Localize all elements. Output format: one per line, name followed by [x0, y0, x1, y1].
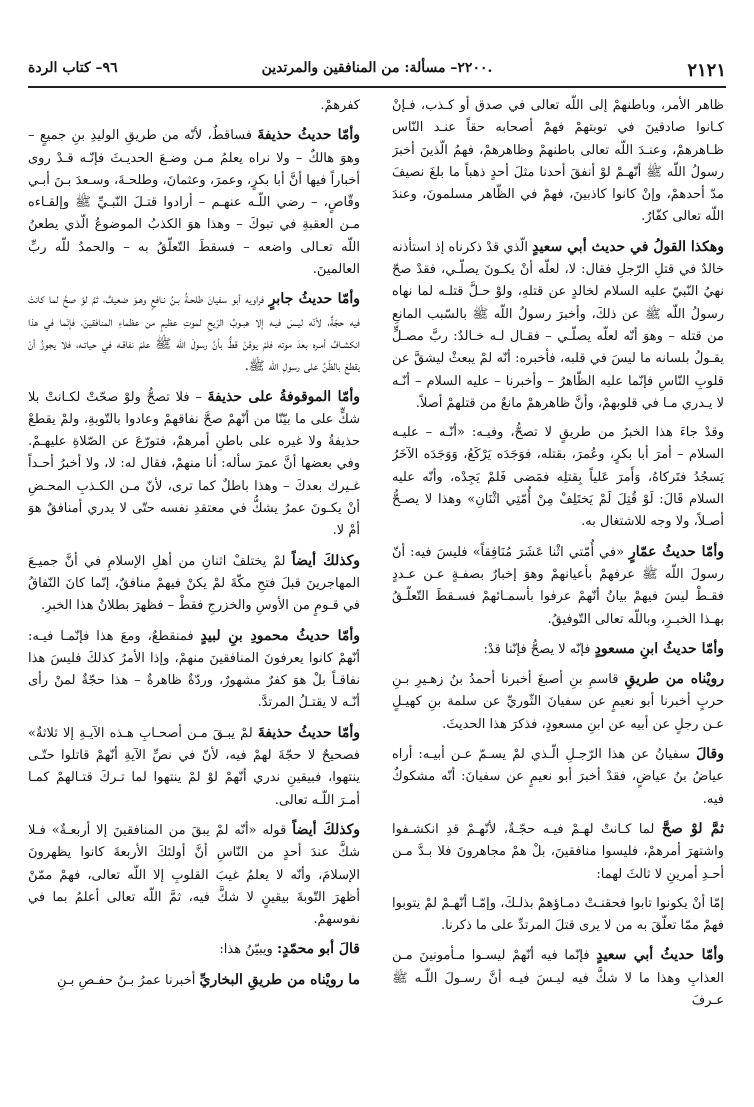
paragraph-lead: وأمّا حديثُ حذيفةَ	[257, 127, 360, 144]
paragraph	[28, 386, 360, 543]
paragraph	[392, 818, 724, 886]
paragraph	[28, 625, 360, 715]
paragraph-lead: ما رويْناه من طريقِ البخاريِّ	[199, 971, 360, 988]
paragraph-text: فمنقطعٌ، ومعَ هذا فإنّمـا فيـه: أنّهمْ كانوا يعرفونَ المنافقينَ منهمْ، وإذا الأمرُ كذلكَ فليسَ هذا نفاقـاً بلْ هوَ كفرٌ مشهورٌ، وردّةٌ ظاهرةٌ – هذا حجّةٌ لمنْ رأى أنّـه لا يقتـلُ المرتدَّ.	[28, 628, 360, 711]
paragraph-text: ظاهر الأمر، وباطنهمْ إلى اللّه تعالى في صدق أو كـذب، فـإنْ كـانوا صادقينَ في توبتهمْ فهمْ أصحابه حقاً عنـد النّاس ظـاهرهمْ، وعنـدَ اللّه تعالى باطنهمْ وظاهرهمْ، فهمُ الّذينَ أخبرَ رسولُ اللّه ﷺ أنّهـمْ لوْ أنفقَ أحدنا مثلَ أحدٍ ذهباً ما بلغَ نصيفَ مدّ أحدهمْ، وإنْ كانوا كاذبينَ، فهمْ في الظّاهر مسلمونَ، وعندَ اللّه تعالى كفّارٌ.	[392, 98, 724, 225]
paragraph	[392, 638, 724, 661]
paragraph-lead: وأمّا حديثُ جابرٍ	[268, 291, 360, 308]
paragraph-lead: وأمّا حديثُ محمودِ بنِ لبيدٍ	[200, 627, 360, 644]
paragraph	[28, 550, 360, 618]
left-text-column	[28, 95, 360, 1080]
paragraph-lead: وأمّا الموقوفةُ على حذيفةَ	[207, 388, 360, 405]
paragraph-text: كفرهمْ.	[320, 98, 360, 113]
paragraph-lead: وكذلكَ أيضاً	[291, 552, 360, 569]
paragraph	[392, 743, 724, 811]
paragraph-text: فإنّما فيه أنّهمْ ليسـوا مـأمونينَ مـن العذابِ وهذا ما لا شكَّ فيه ليـسَ فيـه أنَّ رسـولَ اللّـه ﷺ عـرفَ	[392, 948, 724, 1008]
paragraph-text: فساقطٌ، لأنّه من طريقِ الوليدِ بنِ جميعٍ – وهوَ هالكٌ – ولا نراه يعلمُ مـن وضـعَ الحديـثَ فإنّـه قـدْ روى أخباراً فيها أنَّ أبا بكرٍ، وعمرَ، وعثمانَ، وطلحـةَ، وسـعدَ بـنَ أبـي وقّاصٍ، – رضي اللّـه عنهـم – أرادوا قتـلَ النّبـيِّ ﷺ وإلقـاءه مـن العقبةِ في تبوكَ – وهذا هوَ الكذبُ الموضوعُ الّذي يطعنُ اللّه تعـالى واضعه – فسقطَ التّعلّقُ به – والحمدُ للّه ربِّ العالمينَ.	[28, 128, 360, 278]
paragraph	[28, 124, 360, 281]
paragraph	[28, 722, 360, 812]
paragraph-text: – فلا تصحُّ ولوْ صحّتْ لكـانتْ بلا شكٍّ على ما بيّنّا من أنّهمْ صحَّ نفاقهمْ وعادوا بالتّوبةِ، ولمْ يقطعْ حذيفةُ ولا غيره على باطنِ أمرهمْ، فتورّعَ عن الصّلاةِ عليهـمْ. وفي بعضها أنَّ عمرَ سأله: أنا منهمْ، فقال له: لا، ولا أخبرُ أحـداً غـيرك بعدكَ – وهذا باطلٌ كما ترى، لأنّ مـن الكـذبِ المحـضِ أنْ يكـونَ عمرُ يشكُّ في معتقدِ نفسه حتّى لا يدري أمنافقٌ هوَ أمْ لا.	[28, 389, 360, 539]
paragraph	[392, 95, 724, 229]
paragraph	[28, 819, 360, 931]
paragraph	[392, 668, 724, 736]
paragraph-lead: قالَ أبو محمّدٍ:	[276, 941, 360, 958]
paragraph-text: لمْ يبـقَ مـن أصحـابِ هـذه الآيـةِ إلا ثلاثةٌ» فصحيحٌ لا حجّةَ لهمْ فيه، لأنّ في نصِّ الآيةِ أنّهمْ قاتلوا حتّـى ينتهوا، فبيقينِ ندري أنّهمْ لوْ لمْ ينتهوا لما تـركَ قتـالهمْ كمـا أمـرَ اللّـه تعالى.	[28, 725, 360, 808]
paragraph-text: قوله «أنّه لمْ يبقَ من المنافقينَ إلا أربعـةٌ» فـلا شكَّ عندَ أحدٍ من النّاسِ أنَّ أولئكَ الأربعةَ كانوا يظهرونَ الإسلامَ، وأنّه لا يعلمُ غيبَ القلوبِ إلا اللّه تعالى، فهمْ ممّنْ أظهرَ التّوبةَ بيقينٍ لا شكَّ فيه، ثمَّ اللّه تعالى أعلمُ بما في نفوسهمْ.	[28, 822, 360, 928]
page-number: ٢١٢١	[687, 60, 726, 81]
paragraph-text: قاسمِ بنِ أصبغَ أخبرنا أحمدُ بنُ زهـيرِ بـنِ حربٍ أخبرنا أبو نعيمٍ عن سفيانَ الثّوريِّ عن سلمة بنِ كهيـلٍ عـن رجلٍ عن أبيه عن ابنِ مسعودٍ، فذكرَ هذا الحديثَ.	[392, 672, 724, 732]
paragraph-text: فإنّه لا يصحُّ فإنّنا قدْ:	[483, 641, 595, 657]
paragraph-text: فراويه أبو سفيانَ طلحـةُ بـنُ نـافعٍ وهـوَ ضعيفٌ، ثمَّ لوْ صحَّ لما كانتْ فيه حجّةٌ، لأنّه ليـسَ فيـه إلا هبـوبُ الرّيحِ لموتِ عظيمٍ من عظماءِ المنافقينَ، فإنّما في هذا انكشـافُ أمـره بعدَ موته فلمْ يوقنْ قطُّ بأنَّ رسولَ اللّه ﷺ علمَ نفاقـه في حياتـه، فلا يجوزُ أنْ يقطعَ بالظّنِّ على رسولِ اللّه ﷺ.	[28, 292, 360, 375]
paragraph-text: لمْ يختلفْ اثنانِ من أهلِ الإسلامِ في أنَّ جميـعَ المهاجرينَ قبلَ فتحِ مكّةَ لمْ يكنْ فيهمْ منافقٌ، إنّما كانَ النّفاقُ في قـومٍ من الأوسِ والخزرجِ فقطْ – فظهرَ بطلانُ هذا الخبرِ.	[28, 553, 360, 614]
paragraph-text: لما كـانتْ لهـمْ فيـه حجّـةٌ، لأنّهـمْ قدِ انكشـفوا واشتهرَ أمرهمْ، فليسوا منافقينَ، بلْ همْ مجاهرونَ فلا بـدَّ مـن أحـدِ أمرينِ لا ثالثَ لهما:	[392, 821, 724, 882]
paragraph-text: أخبرنا عمرُ بـنُ حفـصِ بـنِ	[57, 972, 200, 988]
paragraph	[28, 288, 360, 378]
paragraph-text: وقدْ جاءَ هذا الخبرُ من طريقٍ لا تصحُّ، وفيـه: «أنّـه – عليـه السلام – أمرَ أبا بكرٍ، وعُمرَ، بقتله، فوَجَدَه يَرْكَعُ، وَوَجَدَه الآخَرُ يَسجُدُ فتَركاهُ، وَأَمرَ عَلياً بِقتلِه فمَضى فَلمْ يَجِدْه، وأنّه عليه السلام قَالَ: لَوْ قُتِلَ لَمْ يَختَلِفْ مِنْ أُمّتِي اثْنَانِ» وهذا لا يصـحُّ أصـلاً، ولا وجه للاشتغال به.	[392, 425, 724, 530]
paragraph	[392, 422, 724, 533]
paragraph-lead: وأمّا حديثُ حذيفةَ	[257, 724, 360, 741]
paragraph	[28, 969, 360, 992]
paragraph-lead: وأمّا حديثُ ابنِ مسعودٍ	[594, 640, 724, 657]
paragraph-text: سفيانُ عن هذا الرّجـلِ الّـذي لمْ يسـمّ عـن أبيـه: أراه عياضُ بنُ عياضٍ، فقدْ أخبرَ أبو نعيمٍ عن سفيانَ: أنّه مشكوكٌ فيه.	[392, 747, 724, 807]
paragraph	[392, 893, 724, 938]
paragraph-text: الّذي قدْ ذكرناه إذ استأذنه خالدٌ في قتلِ الرّجلِ فقال: لا، لعلّه أنْ يكـونَ يصلّـي، فقدْ صحّ نهيُ النّبيّ عليه السلام لخالدٍ عن قتلهِ، ولوْ حـلَّ قتلـه لما نهاه رسولُ اللّه ﷺ عن ذلكَ، وأخبرَ رسولُ اللّه ﷺ بالسّبب المانعِ من قتله – وهوَ أنّه لعلّه يصلّـي – فقـال لـه خـالدٌ: ربَّ مصـلٍّ يقـولُ بلسانه ما ليسَ في قلبه، فأخبره: أنّه لمْ يبعثْ ليشقَّ عن قلوبِ النّاسِ فإنّما عليه الظّاهرُ – وأخبرنا – عليه السلام – أنّـه لا يـدري مـا في قلوبهمْ، وأنَّ ظاهرهمْ مانعٌ من قتلهمْ أصلاً.	[392, 239, 724, 411]
paragraph-lead: وأمّا حديثُ أبي سعيدٍ	[596, 947, 724, 964]
paragraph-lead: وهكذا القولُ في حديث أبي سعيدٍ	[532, 238, 724, 255]
paragraph	[392, 236, 724, 415]
paragraph-lead: وكذلكَ أيضاً	[292, 821, 360, 838]
header-rule	[28, 86, 726, 88]
chapter-title: ٢٢٠٠– مسألة: من المنافقين والمرتدين.	[261, 60, 493, 76]
paragraph-text: «في أُمّتي اثْنا عَشَرَ مُنَافِقاً» فليسَ فيه: أنّ رسولَ اللّه ﷺ عرفهمْ بأعيانهمْ وهوَ إخبارٌ بصفـةٍ عـن عـددٍ فقـطْ ليسَ فيهمْ بيانُ أنّهمْ عرفوا بأسمـائهمْ فسـقطَ التّعلّـقُ بهـذا الخبـرِ، وباللّه تعالى التّوفيقُ.	[392, 544, 724, 627]
paragraph	[28, 95, 360, 117]
paragraph-lead: وقالَ	[696, 746, 724, 763]
right-text-column	[392, 95, 724, 1080]
paragraph-lead: رويْناه من طريقِ	[624, 671, 724, 688]
paragraph-text: إمّا أنْ يكونوا تابوا فحقنـتْ دمـاؤهمْ بذلـكَ، وإمّـا أنّهـمْ لمْ يتوبوا فهمْ ممّا تعلّقَ به من لا يرى قتلَ المرتدِّ على ما ذكرنا.	[392, 895, 724, 934]
running-header	[28, 60, 726, 84]
paragraph	[392, 541, 724, 631]
paragraph	[392, 944, 724, 1012]
paragraph-lead: وأمّا حديثُ عمّارٍ	[629, 543, 724, 560]
paragraph-text: ويبيّنُ هذا:	[219, 942, 277, 958]
book-title: ٩٦– كتاب الردة	[28, 60, 118, 76]
paragraph-lead: ثمَّ لوْ صحَّ	[661, 820, 724, 837]
paragraph	[28, 938, 360, 961]
